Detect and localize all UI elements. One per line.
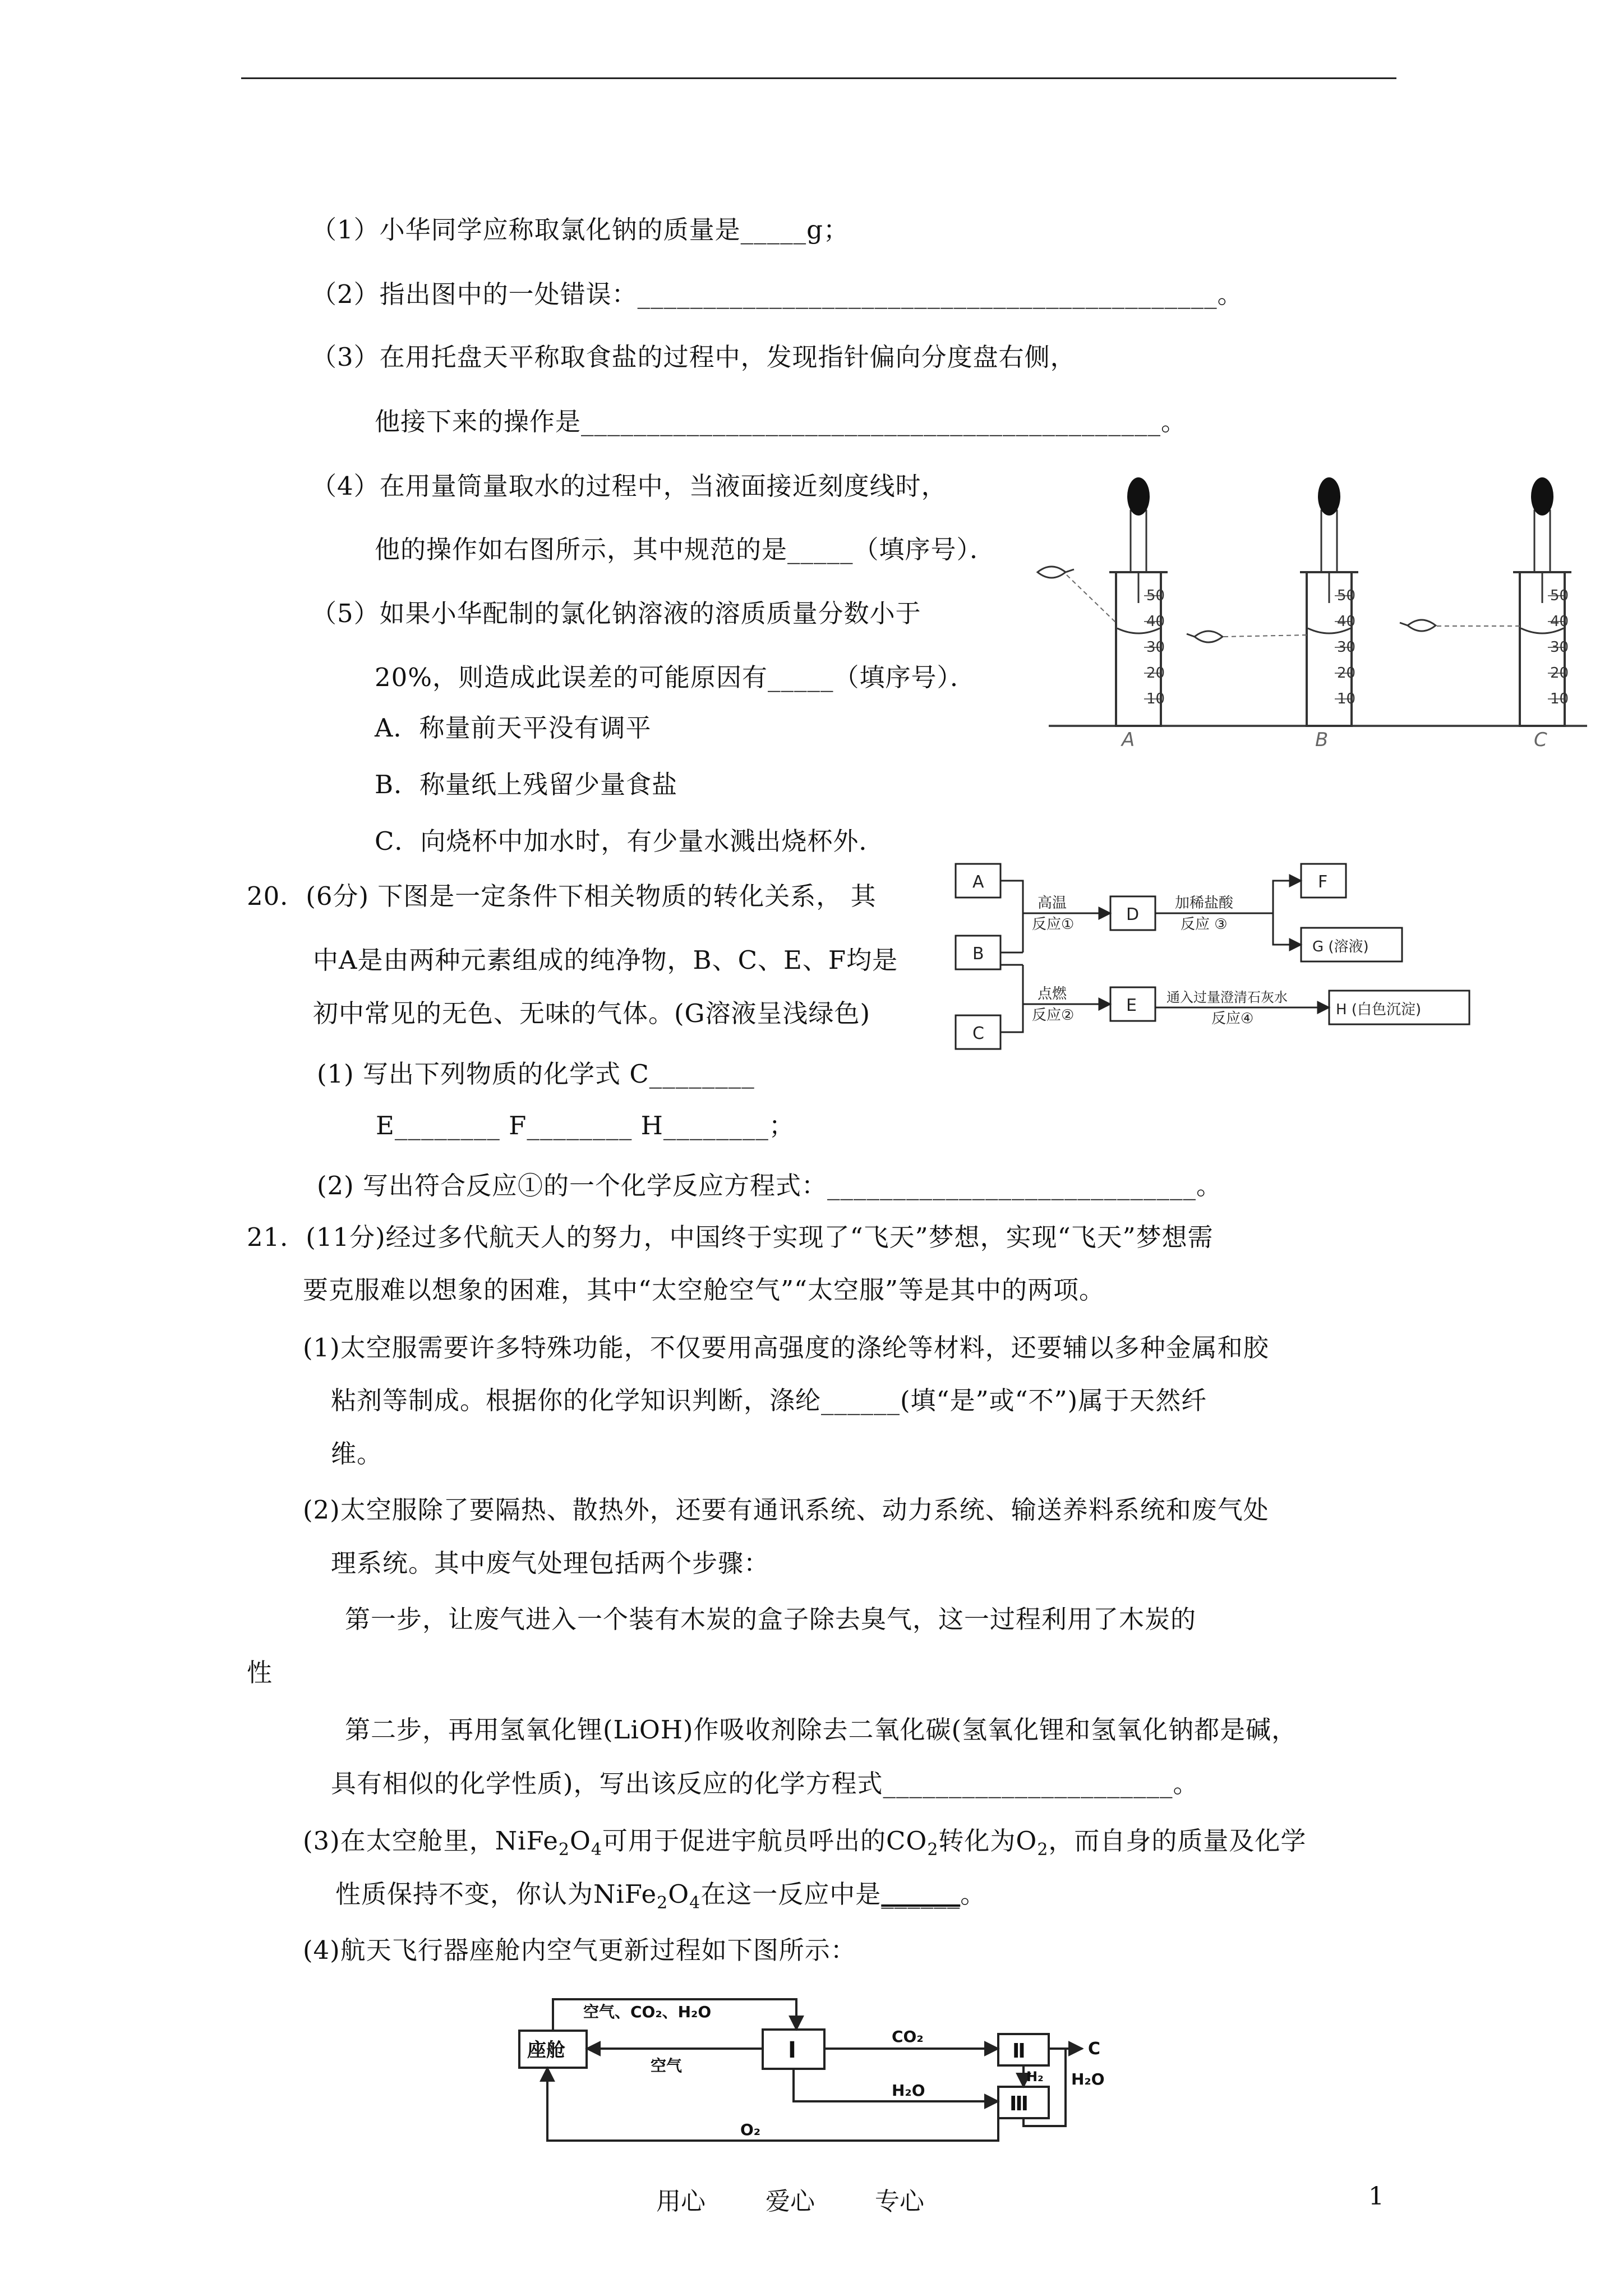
- q21-l13-e: 在这一反应中是: [700, 1879, 882, 1909]
- page-number: 1: [1368, 2182, 1384, 2211]
- q21-line-9: 性: [247, 1658, 273, 1687]
- cylinder-b-tick-10: 10: [1337, 691, 1356, 707]
- q21-l13-b: 2: [657, 1893, 668, 1913]
- eye-icon-c: [1400, 620, 1436, 631]
- cylinder-c-tick-50: 50: [1550, 587, 1569, 604]
- q19-line-2: （2）指出图中的一处错误：____________________________________________。: [311, 279, 1243, 309]
- cond-2-bottom: 反应②: [1032, 1007, 1075, 1024]
- q21-l12-a: (3)在太空舱里，NiFe: [303, 1826, 559, 1856]
- cylinder-a-tick-40: 40: [1146, 613, 1165, 630]
- q21-line-10: 第二步，再用氢氧化锂(LiOH)作吸收剂除去二氧化碳(氢氧化锂和氢氧化钠都是碱，: [345, 1715, 1298, 1745]
- cond-3-bottom: 反应 ③: [1181, 916, 1228, 933]
- label-h2: H₂: [1026, 2069, 1044, 2085]
- q21-l13-a: 性质保持不变，你认为NiFe: [335, 1879, 657, 1909]
- cylinder-b-tick-20: 20: [1337, 665, 1356, 682]
- node-h: H (白色沉淀): [1336, 1001, 1422, 1018]
- q21-l13-g: 。: [960, 1879, 986, 1909]
- label-air-co2-h2o: 空气、CO₂、H₂O: [583, 2003, 712, 2021]
- header-rule: [241, 77, 1396, 79]
- q21-l12-d: 4: [591, 1840, 602, 1860]
- cylinder-c-tick-10: 10: [1550, 691, 1569, 707]
- q19-line-3: （3）在用托盘天平称取食盐的过程中，发现指针偏向分度盘右侧，: [311, 342, 1076, 372]
- q19-line-5: （4）在用量筒量取水的过程中，当液面接近刻度线时，: [311, 471, 947, 501]
- cond-2-top: 点燃: [1038, 986, 1067, 1002]
- cond-1-bottom: 反应①: [1032, 916, 1075, 933]
- label-c: C: [1088, 2039, 1101, 2059]
- q21-l12-g: 转化为O: [938, 1826, 1038, 1856]
- label-air: 空气: [651, 2056, 683, 2075]
- q19-line-8: 20%，则造成此误差的可能原因有_____（填序号）．: [375, 662, 976, 692]
- cylinder-c-label: C: [1534, 729, 1547, 751]
- cylinder-b-label: B: [1315, 729, 1329, 751]
- q19-line-1: （1）小华同学应称取氯化钠的质量是_____g；: [311, 215, 849, 245]
- q19-line-4: 他接下来的操作是____________________________________________。: [375, 407, 1187, 436]
- cylinder-b-tick-30: 30: [1337, 639, 1356, 656]
- cylinder-c: [1400, 477, 1571, 751]
- q21-line-4: 粘剂等制成。根据你的化学知识判断，涤纶______(填“是”或“不”)属于天然纤: [331, 1386, 1207, 1415]
- node-f: F: [1318, 872, 1328, 892]
- q21-line-13: [335, 1876, 986, 1921]
- cond-4-bottom: 反应④: [1211, 1010, 1254, 1027]
- q21-line-11: 具有相似的化学性质)，写出该反应的化学方程式______________________。: [331, 1769, 1199, 1798]
- node-c: C: [972, 1024, 984, 1043]
- reactor-1-node: Ⅰ: [788, 2037, 796, 2063]
- eye-icon-b: [1187, 631, 1223, 642]
- q20-line-3: 初中常见的无色、无味的气体。(G溶液呈浅绿色): [313, 999, 871, 1028]
- q21-l12-f: 2: [927, 1840, 939, 1860]
- cylinder-c-tick-40: 40: [1550, 613, 1569, 630]
- node-g: G (溶液): [1312, 938, 1369, 955]
- graduated-cylinders-figure: [1026, 460, 1593, 752]
- q21-l12-b: 2: [558, 1840, 570, 1860]
- cylinder-a-tick-30: 30: [1146, 639, 1165, 656]
- q21-l12-c: O: [570, 1826, 591, 1856]
- q20-flowchart: [953, 858, 1587, 1071]
- q20-line-4: (1) 写出下列物质的化学式 C________: [317, 1059, 755, 1089]
- q21-l13-c: O: [668, 1879, 690, 1909]
- q21-l12-i: ，而自身的质量及化学: [1048, 1826, 1307, 1856]
- node-b: B: [972, 944, 984, 964]
- footer-word-2: 爱心: [766, 2187, 815, 2216]
- q21-line-5: 维。: [331, 1439, 383, 1469]
- cylinder-b: [1187, 477, 1358, 751]
- q21-line-1: 21．(11分)经过多代航天人的努力，中国终于实现了“飞天”梦想，实现“飞天”梦想需: [247, 1222, 1214, 1252]
- cylinder-b-tick-40: 40: [1337, 613, 1356, 630]
- q20-line-5: E________ F________ H________；: [376, 1111, 795, 1140]
- q21-line-7: 理系统。其中废气处理包括两个步骤：: [331, 1548, 770, 1578]
- label-o2: O₂: [740, 2120, 761, 2139]
- q20-line-6: (2) 写出符合反应①的一个化学反应方程式：____________________________。: [317, 1171, 1223, 1200]
- cylinder-a: [1038, 477, 1168, 751]
- cond-4-top: 通入过量澄清石灰水: [1166, 990, 1288, 1005]
- node-e: E: [1126, 996, 1137, 1015]
- cylinder-c-tick-20: 20: [1550, 665, 1569, 682]
- cylinder-a-tick-10: 10: [1146, 691, 1165, 707]
- q21-l12-e: 可用于促进宇航员呼出的CO: [602, 1826, 928, 1856]
- cylinder-c-tick-30: 30: [1550, 639, 1569, 656]
- q21-line-6: (2)太空服除了要隔热、散热外，还要有通讯系统、动力系统、输送养料系统和废气处: [303, 1495, 1269, 1525]
- label-co2: CO₂: [892, 2027, 924, 2046]
- q21-l13-f: ______: [881, 1879, 961, 1909]
- footer-word-3: 专心: [875, 2187, 924, 2216]
- cond-3-top: 加稀盐酸: [1175, 895, 1234, 912]
- cabin-air-flowchart: [505, 1991, 1150, 2160]
- q21-line-14: (4)航天飞行器座舱内空气更新过程如下图所示：: [303, 1935, 856, 1965]
- cylinder-a-tick-50: 50: [1146, 587, 1165, 604]
- cylinder-a-label: A: [1122, 729, 1135, 751]
- q19-option-a: A．称量前天平没有调平: [375, 713, 652, 743]
- q21-l12-h: 2: [1037, 1840, 1049, 1860]
- cylinder-a-tick-20: 20: [1146, 665, 1165, 682]
- reactor-2-node: Ⅱ: [1012, 2040, 1026, 2063]
- cabin-node: 座舱: [527, 2039, 565, 2062]
- label-h2o: H₂O: [892, 2081, 925, 2100]
- q21-line-8: 第一步，让废气进入一个装有木炭的盒子除去臭气，这一过程利用了木炭的: [345, 1604, 1197, 1634]
- q21-line-12: [303, 1823, 1306, 1868]
- q21-line-3: (1)太空服需要许多特殊功能，不仅要用高强度的涤纶等材料，还要辅以多种金属和胶: [303, 1333, 1269, 1363]
- q19-line-6: 他的操作如右图所示，其中规范的是_____（填序号）．: [375, 535, 996, 564]
- q19-option-c: C．向烧杯中加水时，有少量水溅出烧杯外．: [375, 826, 885, 856]
- q19-option-b: B．称量纸上残留少量食盐: [375, 770, 678, 799]
- cond-1-top: 高温: [1038, 895, 1067, 912]
- label-h2o-side: H₂O: [1071, 2070, 1105, 2088]
- node-a: A: [972, 872, 984, 892]
- q21-line-2: 要克服难以想象的困难，其中“太空舱空气”“太空服”等是其中的两项。: [303, 1275, 1105, 1305]
- q20-line-1: 20．(6分) 下图是一定条件下相关物质的转化关系， 其: [247, 881, 877, 911]
- footer-word-1: 用心: [656, 2187, 706, 2216]
- q21-l13-d: 4: [689, 1893, 701, 1913]
- cylinder-b-tick-50: 50: [1337, 587, 1356, 604]
- q19-line-7: （5）如果小华配制的氯化钠溶液的溶质质量分数小于: [311, 599, 921, 628]
- node-d: D: [1126, 905, 1140, 924]
- q20-line-2: 中A是由两种元素组成的纯净物，B、C、E、F均是: [313, 945, 898, 975]
- reactor-3-node: Ⅲ: [1009, 2092, 1029, 2115]
